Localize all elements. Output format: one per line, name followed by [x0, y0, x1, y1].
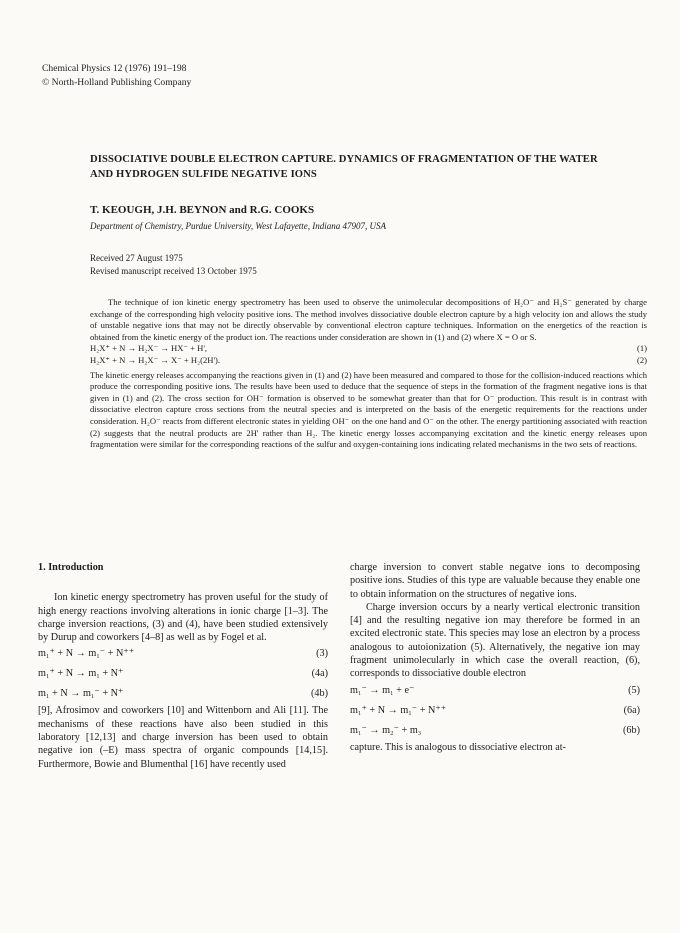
equation-4b-formula: m₁ + N → m₁⁻ + N⁺	[38, 688, 124, 700]
reaction-1	[90, 343, 647, 355]
reaction-1-formula: H₂X⁺ + N → H₂X⁻ → HX⁻ + H',	[90, 343, 208, 354]
equation-6b-formula: m₁⁻ → m₂⁻ + m₃	[350, 724, 422, 736]
reaction-2-number: (2)	[636, 354, 647, 365]
intro-paragraph-2: [9], Afrosimov and coworkers [10] and Wittenborn and Ali [11]. The mechanisms of these reactions have also been studied in this laboratory [12,13] and charge inversion has been used to obtain negative ion (–E) mass spectra of organic compounds [14,15]. Furthermore, Bowie and Blumenthal [16] have recently used	[38, 705, 328, 770]
right-paragraph-1: charge inversion to convert stable negatve ions to decomposing positive ions. Studies of this type are valuable because they enable one to obtain information on the structures of negative ions.	[350, 562, 640, 600]
received-date: Received 27 August 1975	[90, 253, 183, 263]
equation-5	[350, 681, 640, 701]
section-heading: 1. Introduction	[38, 562, 104, 573]
equation-4a	[38, 664, 328, 684]
equation-4a-number: (4a)	[311, 668, 328, 680]
equation-4a-formula: m₁⁺ + N → m₁ + N⁺	[38, 668, 124, 680]
reaction-1-number: (1)	[636, 343, 647, 354]
equation-4b-number: (4b)	[311, 688, 328, 700]
equation-6b-number: (6b)	[623, 724, 640, 736]
title-line-1: DISSOCIATIVE DOUBLE ELECTRON CAPTURE. DYNAMICS OF FRAGMENTATION OF THE WATER	[90, 154, 598, 165]
right-paragraph-3: capture. This is analogous to dissociative electron at-	[350, 741, 566, 753]
abstract-paragraph-2: The kinetic energy releases accompanying the reactions given in (1) and (2) have been measured and compared to those for the collision-induced reactions which produce the corresponding positive ions. The results have been used to deduce that the sequence of steps in the formation of the fragment negative ions is that given in (1) and (2). The cross section for OH⁻ formation is observed to be somewhat greater than that for O⁻ production. This result is in contrast with dissociative electron capture cross sections from the neutral species and is interpreted on the basis of the energetic requirements for the reactions under consideration. H₂O⁻ reacts from different electronic states in yielding OH⁻ on the one hand and O⁻ on the other. The energy partitioning associated with reaction (2) suggests that the neutral products are 2H' rather than H₂. The kinetic energy losses accompanying excitation and the kinetic energy releases upon fragmentation were similar for the corresponding reactions of the sulfur and oxygen-containing ions indicating related mechanisms in the two sets of reactions.	[90, 369, 647, 450]
equation-6a-formula: m₁⁺ + N → m₁⁻ + N⁺⁺	[350, 704, 447, 716]
equation-3-number: (3)	[316, 648, 328, 660]
equation-6a	[350, 701, 640, 721]
title-line-2: AND HYDROGEN SULFIDE NEGATIVE IONS	[90, 168, 317, 180]
intro-paragraph-1: Ion kinetic energy spectrometry has proven useful for the study of high energy reactions involving alterations in ionic charge [1–3]. The charge inversion reactions, (3) and (4), have been studied extensively by Durup and coworkers [4–8] as well as by Fogel et al.	[38, 592, 328, 644]
abstract	[90, 297, 647, 451]
left-column	[38, 561, 328, 771]
publisher-line: © North-Holland Publishing Company	[42, 77, 192, 88]
revised-date: Revised manuscript received 13 October 1975	[90, 265, 257, 276]
article-title	[90, 153, 650, 182]
abstract-paragraph-1: The technique of ion kinetic energy spectrometry has been used to observe the unimolecular decompositions of H₂O⁻ and H₂S⁻ generated by charge exchange of the corresponding high velocity positive ions. The method involves dissociative double electron capture by a high velocity ion and allows the study of unstable negative ions that may not be directly observable by conventional electron capture techniques. Information on the energetics of the reaction is obtained from the kinetic energy of the product ion. The reactions under consideration are shown in (1) and (2) where X = O or S.	[90, 297, 647, 342]
reaction-2-formula: H₂X⁺ + N → H₂X⁻ → X⁻ + H₂(2H').	[90, 354, 221, 365]
equation-3	[38, 644, 328, 664]
equation-6a-number: (6a)	[623, 704, 640, 716]
equation-5-formula: m₁⁻ → m₁ + e⁻	[350, 684, 415, 696]
equation-4b	[38, 684, 328, 704]
dates	[90, 252, 257, 277]
reaction-2	[90, 355, 647, 367]
equation-5-number: (5)	[628, 684, 640, 696]
journal-header	[42, 62, 191, 90]
affiliation: Department of Chemistry, Purdue University, West Lafayette, Indiana 47907, USA	[90, 221, 387, 231]
authors: T. KEOUGH, J.H. BEYNON and R.G. COOKS	[90, 204, 315, 216]
equation-3-formula: m₁⁺ + N → m₁⁻ + N⁺⁺	[38, 648, 135, 660]
right-paragraph-2: Charge inversion occurs by a nearly vertical electronic transition [4] and the resulting negative ion may therefore be formed in an excited electronic state. This species may lose an electron by a process analogous to autoionization (5). Alternatively, the negative ion may fragment unimolecularly in which case the overall reaction, (6), corresponds to dissociative double electron	[350, 601, 640, 680]
right-column	[350, 561, 640, 754]
equation-6b	[350, 721, 640, 741]
journal-citation: Chemical Physics 12 (1976) 191–198	[42, 63, 187, 74]
